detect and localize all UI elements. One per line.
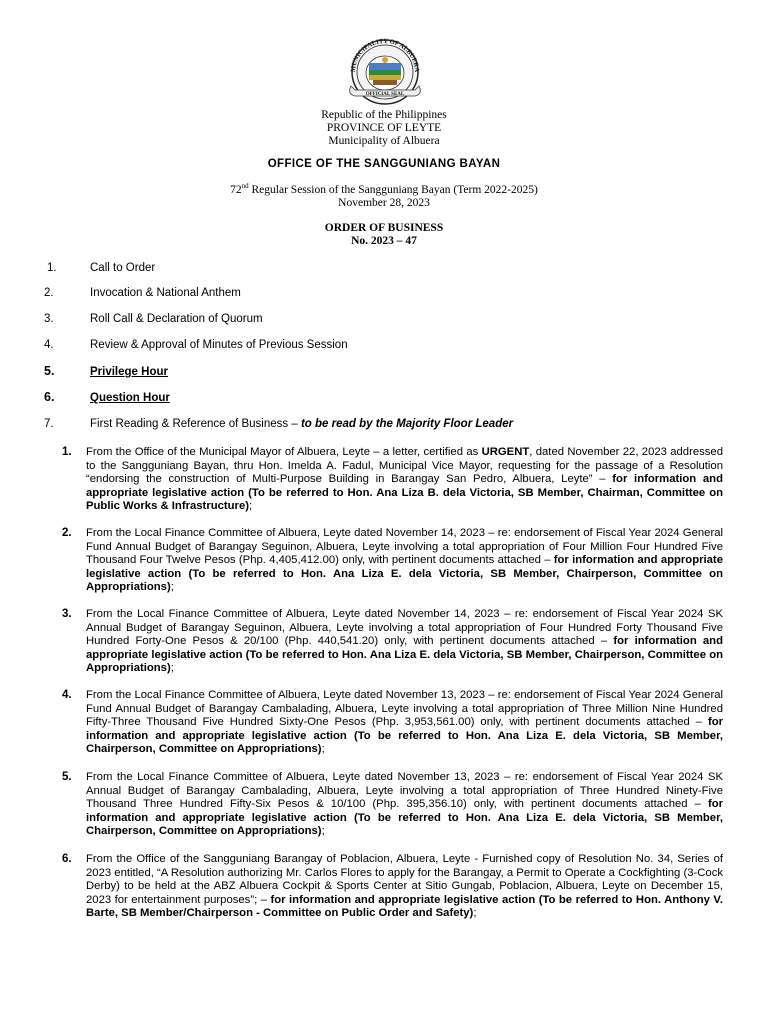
agenda-label: Call to Order xyxy=(90,262,156,274)
agenda-label: Roll Call & Declaration of Quorum xyxy=(90,313,263,325)
item-urgent-label: URGENT xyxy=(481,446,530,458)
item-end: ; xyxy=(321,743,325,756)
order-title: ORDER OF BUSINESS xyxy=(324,222,444,234)
business-item xyxy=(86,771,723,839)
session-ordinal: 72 xyxy=(230,184,242,196)
agenda-num: 4. xyxy=(44,339,54,351)
item-text: From the Local Finance Committee of Albuera, Leyte dated November 14, 2023 – re: endorsement of Fiscal Year 2024 General Fund Annual Budget of Barangay Seguinon, Albuera, Leyte involving a total appropriation of Four Million Four Hundred Five Thousand Four Twelve Pesos (Php. 4,405,412.00) only, with pertinent documents attached – xyxy=(86,527,723,567)
business-item xyxy=(86,527,723,595)
agenda-num: 6. xyxy=(44,390,55,404)
item-text: From the Office of the Sangguniang Barangay of Poblacion, Albuera, Leyte - Furnished copy of Resolution No. 34, Series of 2023 entitled, “A Resolution authorizing Mr. Carlos Flores to apply for the Barangay, a Permit to Operate a Cockfighting (3-Cock Derby) to be held at the ABZ Albuera Cockpit & Sports Center at Sitio Gungab, Poblacion, Albuera, Leyte on December 15, 2023 for entertainment purposes”; – xyxy=(86,853,723,906)
agenda-label: Review & Approval of Minutes of Previous Session xyxy=(90,339,348,351)
business-item xyxy=(86,689,723,757)
agenda-num: 7. xyxy=(44,418,54,430)
order-number: No. 2023 – 47 xyxy=(351,235,417,247)
seal-banner-text: OFFICIAL SEAL xyxy=(365,92,405,97)
item-action: for information and appropriate legislative action (To be referred to Hon. Ana Liza E. dela Victoria, SB Member, Chairperson, Committee on Appropriations) xyxy=(86,554,723,594)
item-text: From the Office of the Municipal Mayor of Albuera, Leyte – a letter, certified as xyxy=(86,446,482,458)
agenda-label-text: First Reading & Reference of Business – xyxy=(90,418,301,430)
session-suffix: nd xyxy=(241,182,249,191)
item-action: for information and appropriate legislative action (To be referred to Hon. Anthony V. Barte, SB Member/Chairperson - Committee on Public Order and Safety) xyxy=(86,893,723,920)
business-item-number: 5. xyxy=(62,771,72,783)
municipal-seal-icon xyxy=(341,38,429,106)
item-text: , dated November 22, 2023 addressed to the Sangguniang Bayan, thru Hon. Imelda A. Fadul, Municipal Vice Mayor, requesting for the passage of a Resolution “endorsing the construction of Multi-Purpose Building in Barangay San Pedro, Albuera, Leyte” – xyxy=(86,446,723,486)
office-title: OFFICE OF THE SANGGUNIANG BAYAN xyxy=(267,158,501,170)
session-line xyxy=(0,184,768,197)
agenda-label-question-hour: Question Hour xyxy=(90,392,170,404)
item-action: for information and appropriate legislative action (To be referred to Hon. Ana Liza E. dela Victoria, SB Member, Chairperson, Committee on Appropriations) xyxy=(86,798,723,838)
item-end: ; xyxy=(170,581,174,594)
business-item-number: 6. xyxy=(62,853,72,865)
seal-arc-text: MUNICIPALITY OF ALBUERA xyxy=(349,38,421,73)
header-republic: Republic of the Philippines xyxy=(321,109,447,121)
header-municipality: Municipality of Albuera xyxy=(328,135,440,147)
agenda-label-emphasis: to be read by the Majority Floor Leader xyxy=(300,418,514,430)
item-end: ; xyxy=(170,662,174,675)
agenda-label: Invocation & National Anthem xyxy=(90,287,241,299)
business-item-number: 2. xyxy=(62,527,72,539)
agenda-num: 3. xyxy=(44,313,54,325)
agenda-label xyxy=(90,418,513,430)
item-text: From the Local Finance Committee of Albuera, Leyte dated November 14, 2023 – re: endorsement of Fiscal Year 2024 SK Annual Budget of Barangay Seguinon, Albuera, Leyte involving a total appropriation of Four Hundred Forty Thousand Five Hundred Forty-One Pesos & 20/100 (Php. 440,541.20) only, with pertinent documents attached – xyxy=(86,608,723,648)
item-text: From the Local Finance Committee of Albuera, Leyte dated November 13, 2023 – re: endorsement of Fiscal Year 2024 SK Annual Budget of Barangay Cambalading, Albuera, Leyte involving a total appropriation of Three Hundred Ninety-Five Thousand Three Hundred Fifty-Six Pesos & 10/100 (Php. 395,356.10) only, with pertinent documents attached – xyxy=(86,771,723,811)
agenda-label-privilege-hour: Privilege Hour xyxy=(90,366,168,378)
business-item-number: 1. xyxy=(62,446,72,458)
item-end: ; xyxy=(249,500,253,513)
item-text: From the Local Finance Committee of Albuera, Leyte dated November 13, 2023 – re: endorsement of Fiscal Year 2024 General Fund Annual Budget of Barangay Cambalading, Albuera, Leyte involving a total appropriation of Three Million Nine Hundred Fifty-Three Thousand Five Hundred Sixty-One Pesos (Php. 3,953,561.00) only, with pertinent documents attached – xyxy=(86,689,723,729)
session-date: November 28, 2023 xyxy=(338,197,430,209)
business-item xyxy=(86,446,723,514)
item-action: for information and appropriate legislative action (To be referred to Hon. Ana Liza E. dela Victoria, SB Member, Chairperson, Committee on Appropriations) xyxy=(86,716,723,756)
agenda-num: 5. xyxy=(44,364,55,378)
item-end: ; xyxy=(473,907,477,920)
business-item-number: 4. xyxy=(62,689,72,701)
header-province: PROVINCE OF LEYTE xyxy=(326,122,442,134)
item-action: for information and appropriate legislative action (To be referred to Hon. Ana Liza B. dela Victoria, SB Member, Chairman, Committee on Public Works & Infrastructure) xyxy=(86,473,723,513)
business-item-number: 3. xyxy=(62,608,72,620)
agenda-num: 1. xyxy=(47,262,57,274)
agenda-num: 2. xyxy=(44,287,54,299)
session-rest: Regular Session of the Sangguniang Bayan (Term 2022-2025) xyxy=(248,184,538,196)
item-end: ; xyxy=(321,825,325,838)
business-item xyxy=(86,608,723,676)
item-action: for information and appropriate legislative action (To be referred to Hon. Ana Liza E. dela Victoria, SB Member, Chairperson, Committee on Appropriations) xyxy=(86,635,723,675)
business-item xyxy=(86,853,723,921)
